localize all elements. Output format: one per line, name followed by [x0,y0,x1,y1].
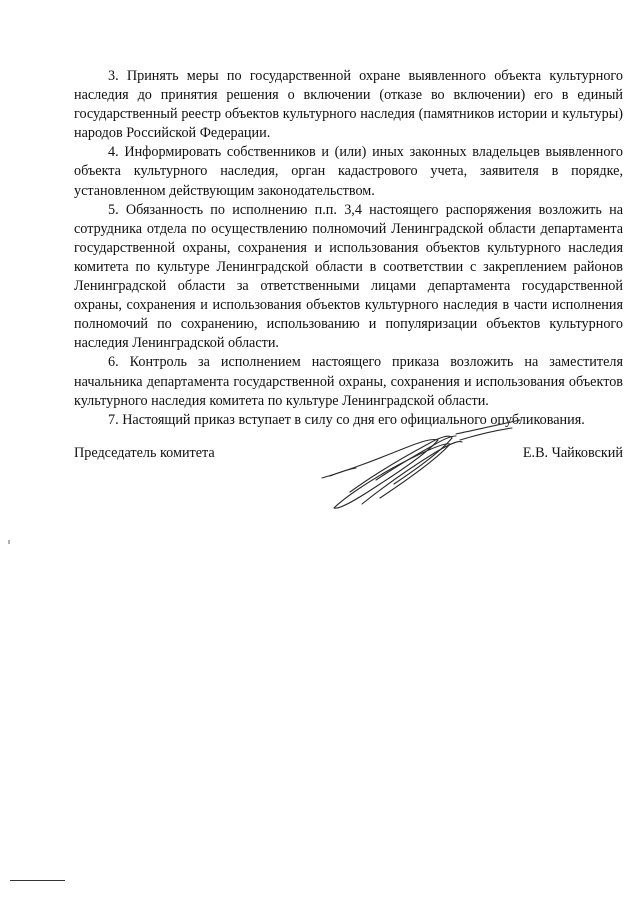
footer-rule [10,880,65,881]
signatory-name: Е.В. Чайковский [522,445,623,461]
signature-block [74,444,623,466]
paragraph-5: 5. Обязанность по исполнению п.п. 3,4 настоящего распоряжения возложить на сотрудника отдела по осуществлению полномочий Ленинградской области департамента государственной охраны, сохранения и использования объектов культурного наследия комитета по культуре Ленинградской области в соответствии с закреплением районов Ленинградской области за ответственными лицами департамента государственной охраны, сохранения и использования объектов культурного наследия в части исполнения полномочий по сохранению, использованию и популяризации объектов культурного наследия Ленинградской области. [74,201,623,352]
handwritten-signature [310,418,530,518]
document-body [74,67,623,430]
paragraph-7: 7. Настоящий приказ вступает в силу со дня его официального опубликования. [108,411,585,428]
margin-mark [8,540,10,544]
paragraph-3: 3. Принять меры по государственной охране выявленного объекта культурного наследия до принятия решения о включении (отказе во включении) его в единый государственный реестр объектов культурного наследия (памятников истории и культуры) народов Российской Федерации. [74,68,623,142]
paragraph-6: 6. Контроль за исполнением настоящего приказа возложить на заместителя начальника департамента государственной охраны, сохранения и использования объектов культурного наследия комитета по культуре Ленинградской области. [74,354,623,409]
signatory-position: Председатель комитета [74,445,215,461]
paragraph-4: 4. Информировать собственников и (или) иных законных владельцев выявленного объекта культурного наследия, орган кадастрового учета, заявителя в порядке, установленном действующим законодательством. [74,144,623,199]
